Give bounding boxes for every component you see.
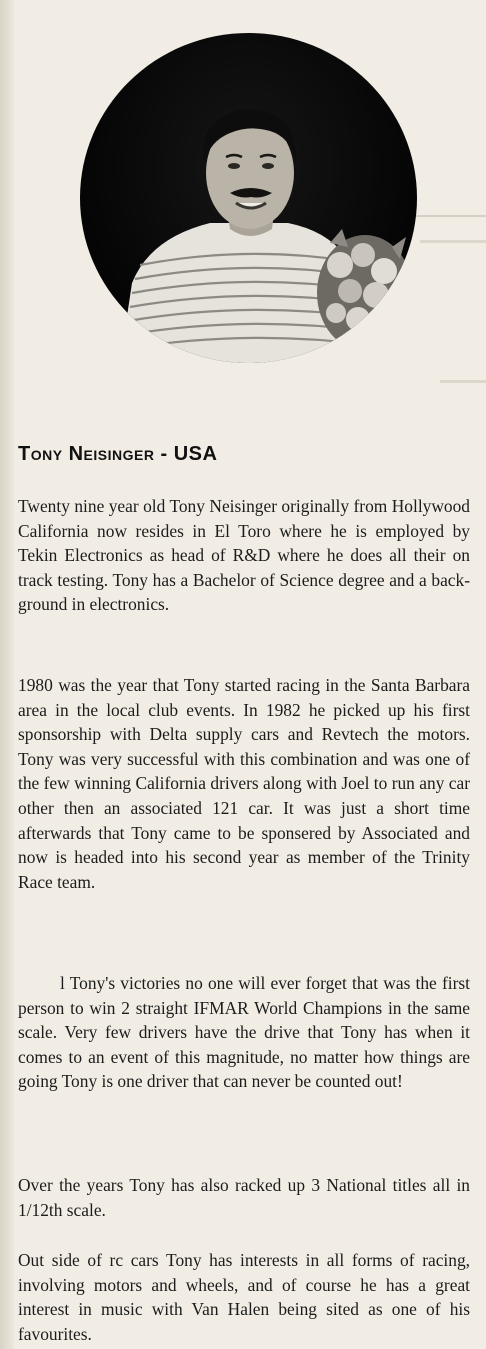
facing-page-rule [420, 240, 486, 243]
article-paragraph: 1980 was the year that Tony started racing in the Santa Barbara area in the local club events. In 1982 he picked up his first sponsorship with Delta supply cars and Revtech the motors. Tony was very successful with this combination and was one of the few winning California drivers along with Joel to run any car other then an associated 121 car. It was just a short time afterwards that Tony came to be sponsered by Associated and now is headed into his second year as member of the Trinity Race team. [18, 675, 470, 892]
facing-page-rule [440, 380, 486, 383]
article-paragraph: l Tony's victories no one will ever forget that was the first person to win 2 straight IFMAR World Champions in the same scale. Very few drivers have the drive that Tony has when it comes to an event of this magnitude, no matter how things are going Tony is one driver that can never be counted out! [18, 973, 470, 1092]
page-fold-shadow [0, 0, 14, 1349]
portrait-illustration [80, 33, 417, 363]
article-heading: Tony Neisinger - USA [18, 443, 218, 465]
article-paragraph: Over the years Tony has also racked up 3 National titles all in 1/12th scale. [18, 1175, 470, 1220]
article-paragraph: Twenty nine year old Tony Neisinger originally from Hollywood California now resides in El Toro where he is employed by Tekin Electronics as head of R&D where he does all their on track testing. Tony has a Bachelor of Science degree and a back-ground in electronics. [18, 496, 470, 615]
portrait-photo [80, 33, 417, 363]
article-paragraph: Out side of rc cars Tony has interests in all forms of racing, involving motors and wheels, and of course he has a great interest in music with Van Halen being sited as one of his favourites. [18, 1250, 470, 1344]
